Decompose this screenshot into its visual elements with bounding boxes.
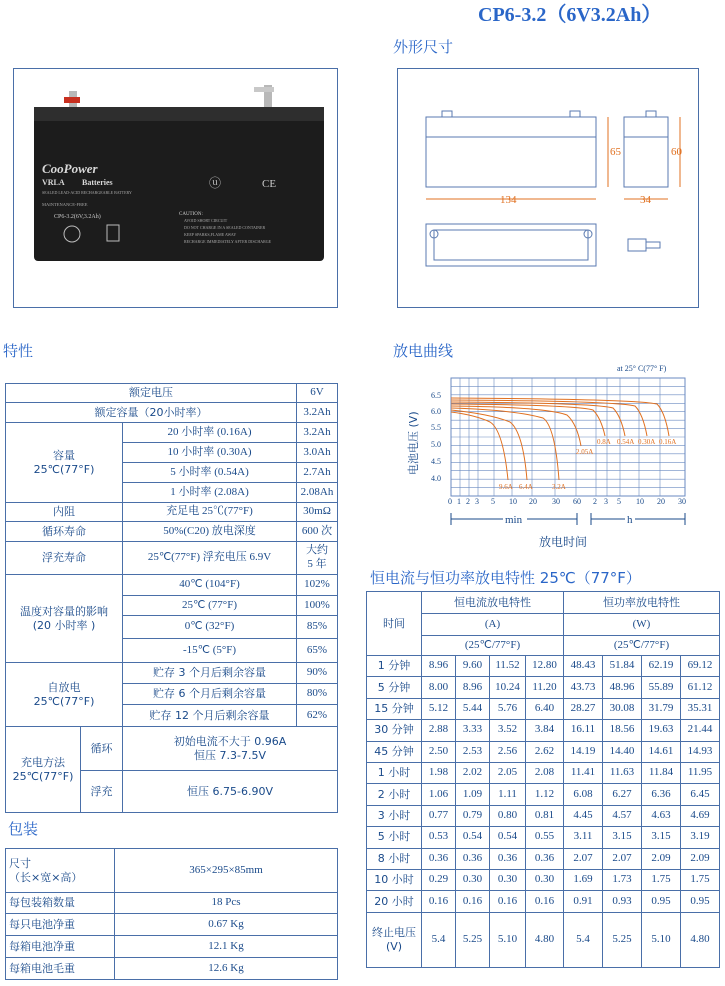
self-discharge-value: 62% [297, 705, 338, 727]
discharge-cell: 3.33 [456, 720, 490, 741]
time-header: 时间 [367, 592, 422, 656]
discharge-cell: 14.40 [603, 741, 642, 762]
battery-photo-frame [13, 68, 338, 308]
discharge-cell: 14.61 [642, 741, 681, 762]
battery-brand: CooPower [42, 161, 98, 176]
discharge-cell: 0.16 [422, 891, 456, 912]
curve-label-0.16A: 0.16A [659, 438, 677, 446]
discharge-cell: 0.81 [526, 805, 564, 826]
capacity-label-cell [6, 423, 123, 503]
discharge-cell: 2.62 [526, 741, 564, 762]
discharge-heading: 恒电流与恒功率放电特性 25℃（77°F） [370, 569, 641, 587]
discharge-cell: 0.30 [456, 869, 490, 890]
discharge-cell: 0.29 [422, 869, 456, 890]
charge-cycle-label: 循环 [81, 727, 123, 771]
float-value-2: 5 年 [307, 558, 327, 570]
discharge-row-time: 10 小时 [367, 869, 422, 890]
discharge-cell: 10.24 [490, 677, 526, 698]
curve-ytick: 4.5 [431, 457, 441, 466]
temp-effect-value: 102% [297, 575, 338, 596]
discharge-cell: 1.73 [603, 869, 642, 890]
self-discharge-value: 80% [297, 684, 338, 705]
curve-ylabel: 电池电压 (V) [407, 411, 420, 475]
discharge-cell: 11.63 [603, 762, 642, 783]
rated-capacity-value: 3.2Ah [297, 403, 338, 423]
capacity-value: 3.0Ah [297, 443, 338, 463]
discharge-row [367, 698, 720, 719]
discharge-cell: 3.15 [603, 827, 642, 848]
discharge-cell: 31.79 [642, 698, 681, 719]
discharge-row-time: 5 小时 [367, 827, 422, 848]
discharge-cell: 0.55 [526, 827, 564, 848]
discharge-cell: 2.56 [490, 741, 526, 762]
ul-mark-icon: ⓤ [209, 176, 222, 190]
capacity-value: 2.7Ah [297, 463, 338, 483]
curve-label-9.6A: 9.6A [499, 483, 513, 491]
capacity-rate: 1 小时率 (2.08A) [123, 483, 297, 503]
capacity-rate: 20 小时率 (0.16A) [123, 423, 297, 443]
discharge-cell: 0.16 [490, 891, 526, 912]
discharge-cell: 0.53 [422, 827, 456, 848]
temp-effect-value: 85% [297, 616, 338, 639]
end-voltage-cell: 5.4 [422, 912, 456, 967]
discharge-cell: 0.95 [681, 891, 720, 912]
curve-label-0.8A: 0.8A [597, 438, 611, 446]
end-voltage-cell: 5.25 [456, 912, 490, 967]
discharge-cell: 4.45 [564, 805, 603, 826]
charge-float-label: 浮充 [81, 771, 123, 813]
discharge-cell: 0.16 [456, 891, 490, 912]
dim-length: 134 [500, 194, 517, 206]
discharge-row-time: 2 小时 [367, 784, 422, 805]
discharge-row [367, 891, 720, 912]
discharge-cell: 21.44 [681, 720, 720, 741]
dimension-drawing [398, 69, 698, 307]
curve-xtick-h: 5 [617, 497, 621, 506]
discharge-row-time: 30 分钟 [367, 720, 422, 741]
capacity-rate: 5 小时率 (0.54A) [123, 463, 297, 483]
temp-effect-value: 65% [297, 639, 338, 663]
discharge-row [367, 677, 720, 698]
capacity-value: 2.08Ah [297, 483, 338, 503]
discharge-cell: 2.88 [422, 720, 456, 741]
caution-line-2: DO NOT CHARGE IN A SEALED CONTAINER [184, 225, 266, 230]
temp-effect-temp: 0℃ (32°F) [123, 616, 297, 639]
discharge-cell: 0.36 [422, 848, 456, 869]
end-voltage-unit: (V) [385, 939, 403, 953]
temp-effect-temp: 40℃ (104°F) [123, 575, 297, 596]
discharge-row-time: 3 小时 [367, 805, 422, 826]
curve-label-6.4A: 6.4A [519, 483, 533, 491]
discharge-row [367, 656, 720, 677]
pack-row-value: 12.6 Kg [115, 958, 338, 980]
curve-lines [451, 398, 669, 480]
pack-row-label: 每包装箱数量 [6, 893, 115, 914]
discharge-cell: 2.02 [456, 762, 490, 783]
discharge-cell: 0.54 [456, 827, 490, 848]
discharge-cell: 6.36 [642, 784, 681, 805]
rated-voltage-value: 6V [297, 384, 338, 403]
discharge-cell: 5.44 [456, 698, 490, 719]
discharge-cell: 1.75 [681, 869, 720, 890]
curve-ytick: 5.0 [431, 440, 441, 449]
end-voltage-cell: 5.25 [603, 912, 642, 967]
curve-label-0.30A: 0.30A [638, 438, 656, 446]
discharge-cell: 11.84 [642, 762, 681, 783]
curve-xtick-min: 1 [457, 497, 461, 506]
pack-size-value: 365×295×85mm [115, 849, 338, 893]
discharge-row [367, 720, 720, 741]
discharge-cell: 12.80 [526, 656, 564, 677]
discharge-cell: 51.84 [603, 656, 642, 677]
discharge-cell: 1.09 [456, 784, 490, 805]
discharge-cell: 18.56 [603, 720, 642, 741]
discharge-cell: 69.12 [681, 656, 720, 677]
discharge-cell: 14.19 [564, 741, 603, 762]
temp-effect-label: 温度对容量的影响 [20, 604, 108, 618]
discharge-cell: 62.19 [642, 656, 681, 677]
charge-temp: 25℃(77°F) [12, 769, 74, 783]
discharge-cell: 1.98 [422, 762, 456, 783]
discharge-cell: 43.73 [564, 677, 603, 698]
curve-min-label: min [505, 514, 523, 526]
curve-ytick: 5.5 [431, 423, 441, 432]
dim-height-1: 65 [610, 146, 621, 158]
pack-row-label: 每箱电池净重 [6, 936, 115, 958]
discharge-cell: 1.12 [526, 784, 564, 805]
curve-ytick: 6.0 [431, 407, 441, 416]
cp-header: 恒功率放电特性 [564, 592, 720, 614]
discharge-cell: 1.06 [422, 784, 456, 805]
float-value-cell [297, 542, 338, 575]
curve-ytick: 6.5 [431, 391, 441, 400]
cycle-value: 600 次 [297, 522, 338, 542]
discharge-row-time: 20 小时 [367, 891, 422, 912]
discharge-row [367, 784, 720, 805]
end-voltage-cell: 5.4 [564, 912, 603, 967]
cc-unit: (A) [422, 614, 564, 636]
capacity-value: 3.2Ah [297, 423, 338, 443]
discharge-cell: 2.53 [456, 741, 490, 762]
discharge-row-time: 8 小时 [367, 848, 422, 869]
dim-width: 34 [640, 194, 651, 206]
dimension-drawing-frame [397, 68, 699, 308]
temp-effect-temp: -15℃ (5°F) [123, 639, 297, 663]
pack-row-value: 18 Pcs [115, 893, 338, 914]
charge-float-value: 恒压 6.75-6.90V [123, 771, 338, 813]
discharge-cell: 1.75 [642, 869, 681, 890]
discharge-cell: 4.57 [603, 805, 642, 826]
pack-row-label: 每只电池净重 [6, 914, 115, 936]
curve-xtick-min: 3 [475, 497, 479, 506]
pack-size-label: 尺寸 [9, 856, 31, 870]
temp-effect-value: 100% [297, 596, 338, 616]
curve-xlabel: 放电时间 [539, 535, 588, 549]
battery-model: CP6-3.2(6V,3.2Ah) [54, 214, 101, 220]
battery-type2: Batteries [82, 178, 113, 187]
discharge-cell: 1.69 [564, 869, 603, 890]
curve-xtick-h: 10 [636, 497, 644, 506]
temp-effect-label-cell [6, 575, 123, 663]
curve-xtick-min: 60 [573, 497, 581, 506]
discharge-cell: 0.80 [490, 805, 526, 826]
self-discharge-label-cell [6, 663, 123, 727]
discharge-cell: 8.00 [422, 677, 456, 698]
end-voltage-label-cell [367, 912, 422, 967]
capacity-rate: 10 小时率 (0.30A) [123, 443, 297, 463]
rated-capacity-label: 额定容量（20小时率） [6, 403, 297, 423]
temp-effect-sublabel: (20 小时率 ) [32, 618, 96, 632]
charge-cycle-line-1: 初始电流不大于 0.96A [173, 734, 287, 748]
self-discharge-period: 贮存 6 个月后剩余容量 [123, 684, 297, 705]
curve-h-label: h [627, 514, 633, 526]
discharge-cell: 48.96 [603, 677, 642, 698]
discharge-cell: 19.63 [642, 720, 681, 741]
battery-image [14, 69, 337, 307]
discharge-cell: 8.96 [422, 656, 456, 677]
discharge-row [367, 827, 720, 848]
resistance-value: 30mΩ [297, 503, 338, 522]
discharge-row-time: 1 分钟 [367, 656, 422, 677]
curve-xtick-min: 20 [529, 497, 537, 506]
dimensions-heading: 外形尺寸 [393, 38, 454, 56]
discharge-cell: 11.52 [490, 656, 526, 677]
battery-type: VRLA [42, 178, 65, 187]
self-discharge-period: 贮存 3 个月后剩余容量 [123, 663, 297, 684]
discharge-cell: 28.27 [564, 698, 603, 719]
ce-mark-icon: CE [262, 178, 277, 190]
discharge-cell: 0.30 [490, 869, 526, 890]
curve-xtick-min: 0 [448, 497, 452, 506]
curve-xtick-min: 5 [491, 497, 495, 506]
curve-3.2A [451, 408, 559, 480]
discharge-row-time: 5 分钟 [367, 677, 422, 698]
cc-header: 恒电流放电特性 [422, 592, 564, 614]
discharge-cell: 4.63 [642, 805, 681, 826]
discharge-cell: 0.30 [526, 869, 564, 890]
discharge-curve-chart [395, 360, 695, 555]
characteristics-heading: 特性 [3, 342, 34, 360]
caution-title: CAUTION: [179, 212, 203, 217]
curve-xtick-min: 30 [552, 497, 560, 506]
discharge-cell: 61.12 [681, 677, 720, 698]
curve-xtick-min: 10 [509, 497, 517, 506]
cc-temp: (25℃/77°F) [422, 636, 564, 656]
self-discharge-temp: 25℃(77°F) [33, 694, 95, 708]
packaging-table [5, 848, 338, 980]
curve-label-3.2A: 3.2A [552, 483, 566, 491]
discharge-cell: 0.91 [564, 891, 603, 912]
self-discharge-value: 90% [297, 663, 338, 684]
discharge-cell: 2.07 [564, 848, 603, 869]
discharge-row [367, 869, 720, 890]
temp-effect-temp: 25℃ (77°F) [123, 596, 297, 616]
pack-size-sublabel: （长×宽×高） [9, 870, 83, 884]
discharge-cell: 0.54 [490, 827, 526, 848]
capacity-label: 容量 [53, 448, 75, 462]
self-discharge-period: 贮存 12 个月后剩余容量 [123, 705, 297, 727]
charge-label-cell [6, 727, 81, 813]
pack-row-label: 每箱电池毛重 [6, 958, 115, 980]
end-voltage-cell: 4.80 [681, 912, 720, 967]
discharge-row [367, 762, 720, 783]
curve-heading: 放电曲线 [393, 342, 454, 360]
discharge-cell: 6.08 [564, 784, 603, 805]
curve-label-2.05A: 2.05A [576, 448, 594, 456]
battery-line2: MAINTENANCE-FREE [42, 202, 88, 207]
discharge-cell: 55.89 [642, 677, 681, 698]
discharge-cell: 11.95 [681, 762, 720, 783]
curve-label-0.54A: 0.54A [617, 438, 635, 446]
curve-xtick-min: 2 [466, 497, 470, 506]
discharge-cell: 48.43 [564, 656, 603, 677]
discharge-cell: 16.11 [564, 720, 603, 741]
discharge-row-time: 15 分钟 [367, 698, 422, 719]
discharge-cell: 0.36 [490, 848, 526, 869]
pack-row-value: 12.1 Kg [115, 936, 338, 958]
end-voltage-cell: 5.10 [490, 912, 526, 967]
float-value-1: 大约 [306, 544, 329, 557]
discharge-cell: 0.95 [642, 891, 681, 912]
discharge-cell: 0.36 [526, 848, 564, 869]
caution-line-3: KEEP SPARKS,FLAME AWAY [184, 232, 237, 237]
discharge-row-time: 1 小时 [367, 762, 422, 783]
pack-size-label-cell [6, 849, 115, 893]
curve-xtick-h: 3 [604, 497, 608, 506]
rated-voltage-label: 额定电压 [6, 384, 297, 403]
discharge-cell: 3.19 [681, 827, 720, 848]
resistance-label: 内阻 [6, 503, 123, 522]
charge-label: 充电方法 [21, 755, 65, 769]
discharge-row [367, 848, 720, 869]
curve-xtick-h: 2 [593, 497, 597, 506]
cp-unit: (W) [564, 614, 720, 636]
discharge-cell: 11.41 [564, 762, 603, 783]
caution-line-1: AVOID SHORT CIRCUIT [184, 218, 228, 223]
pack-row-value: 0.67 Kg [115, 914, 338, 936]
discharge-cell: 5.76 [490, 698, 526, 719]
resistance-cond: 充足电 25℃(77°F) [123, 503, 297, 522]
discharge-cell: 3.11 [564, 827, 603, 848]
discharge-table [366, 591, 720, 968]
discharge-row [367, 741, 720, 762]
discharge-row [367, 805, 720, 826]
end-voltage-cell: 4.80 [526, 912, 564, 967]
discharge-cell: 2.07 [603, 848, 642, 869]
discharge-cell: 35.31 [681, 698, 720, 719]
discharge-cell: 0.16 [526, 891, 564, 912]
cycle-label: 循环寿命 [6, 522, 123, 542]
discharge-cell: 0.79 [456, 805, 490, 826]
curve-ytick: 4.0 [431, 474, 441, 483]
discharge-cell: 6.40 [526, 698, 564, 719]
end-voltage-label: 终止电压 [372, 925, 416, 939]
page-title: CP6-3.2（6V3.2Ah） [478, 4, 662, 26]
discharge-cell: 2.09 [642, 848, 681, 869]
float-label: 浮充寿命 [6, 542, 123, 575]
discharge-cell: 30.08 [603, 698, 642, 719]
capacity-temp: 25℃(77°F) [33, 462, 95, 476]
charge-cycle-cell [123, 727, 338, 771]
discharge-cell: 2.09 [681, 848, 720, 869]
self-discharge-label: 自放电 [47, 680, 81, 694]
discharge-cell: 3.15 [642, 827, 681, 848]
discharge-cell: 2.05 [490, 762, 526, 783]
discharge-cell: 2.50 [422, 741, 456, 762]
discharge-cell: 6.27 [603, 784, 642, 805]
discharge-cell: 2.08 [526, 762, 564, 783]
dim-height-2: 60 [671, 146, 682, 158]
discharge-cell: 3.84 [526, 720, 564, 741]
discharge-cell: 9.60 [456, 656, 490, 677]
cp-temp: (25℃/77°F) [564, 636, 720, 656]
discharge-cell: 3.52 [490, 720, 526, 741]
discharge-cell: 14.93 [681, 741, 720, 762]
discharge-cell: 1.11 [490, 784, 526, 805]
discharge-cell: 5.12 [422, 698, 456, 719]
battery-line1: SEALED LEAD-ACID RECHARGEABLE BATTERY [42, 190, 132, 195]
discharge-row-time: 45 分钟 [367, 741, 422, 762]
charge-cycle-line-2: 恒压 7.3-7.5V [194, 748, 266, 762]
discharge-cell: 0.93 [603, 891, 642, 912]
discharge-cell: 6.45 [681, 784, 720, 805]
spec-table [5, 383, 338, 813]
float-cond: 25℃(77°F) 浮充电压 6.9V [123, 542, 297, 575]
discharge-cell: 11.20 [526, 677, 564, 698]
discharge-table-body [367, 656, 720, 913]
curve-6.4A [451, 410, 527, 480]
curve-grid [451, 378, 685, 496]
discharge-cell: 0.77 [422, 805, 456, 826]
curve-xtick-h: 30 [678, 497, 686, 506]
curve-9.6A [451, 412, 508, 480]
caution-line-4: RECHARGE IMMEDIATELY AFTER DISCHARGE [184, 239, 272, 244]
curve-note: at 25° C(77° F) [617, 364, 667, 373]
cycle-cond: 50%(C20) 放电深度 [123, 522, 297, 542]
end-voltage-cell: 5.10 [642, 912, 681, 967]
discharge-cell: 8.96 [456, 677, 490, 698]
packaging-heading: 包装 [8, 820, 39, 838]
curve-xtick-h: 20 [657, 497, 665, 506]
discharge-cell: 4.69 [681, 805, 720, 826]
discharge-cell: 0.36 [456, 848, 490, 869]
